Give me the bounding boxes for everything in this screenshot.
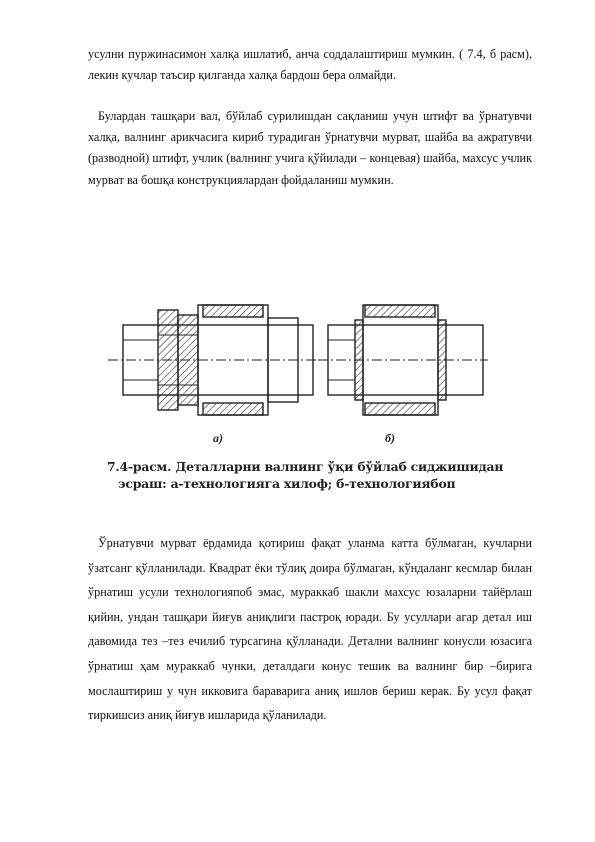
paragraph-2: Булардан ташқари вал, бўйлаб сурилишдан сақланиш учун штифт ва ўрнатувчи халқа, валнинг арикчасига кириб турадиган ўрнатувчи мурват, шайба ва ажратувчи (разводной) штифт, учлик (валнинг учига қўйилади – концевая) шайба, махсус учлик мурват ва бошқа конструкциялардан фойдаланиш мумкин. [88, 109, 532, 187]
assembly-b [318, 305, 488, 415]
assembly-a [108, 305, 323, 415]
paragraph-3: Ўрнатувчи мурват ёрдамида қотириш фақат уланма катта бўлмаган, кучларни ўзатсанг қўлланилади. Квадрат ёки тўлиқ доира бўлмаган, кўндаланг кесмлар билан ўрнатиш усули технологияпоб эмас, мураккаб шакли махсус юзаларни тайёрлаш қийин, ундан ташқари йиғув аниқлиги пастроқ юради. Бу усуллари агар детал иш давомида тез –тез ечилиб турсагина қўлланади. Детални валнинг конусли юзасига ўрнатиш ҳам мураккаб чунки, деталдаги конус тешик ва валнинг бир –бирига мослаштириш у чун икковига бараварига аниқ ишлов бериш керак. Бу усул фақат тиркишсиз аниқ йиғув ишларида қўланилади. [88, 536, 532, 723]
figure-label-a: а) [213, 431, 223, 445]
figure-label-b: б) [385, 431, 395, 445]
paragraph-1: усулни пуржинасимон халқа ишлатиб, анча соддалаштириш мумкин. ( 7.4, б расм), лекин кучлар таъсир қилганда халқа бардош бера олмайди. [88, 47, 532, 83]
figure-caption-line-2: эсраш: а-технологияга хилоф; б-технологиябоп [118, 476, 456, 491]
figure-caption-line-1: 7.4-расм. Деталларни валнинг ўқи бўйлаб сиджишидан [107, 459, 504, 474]
